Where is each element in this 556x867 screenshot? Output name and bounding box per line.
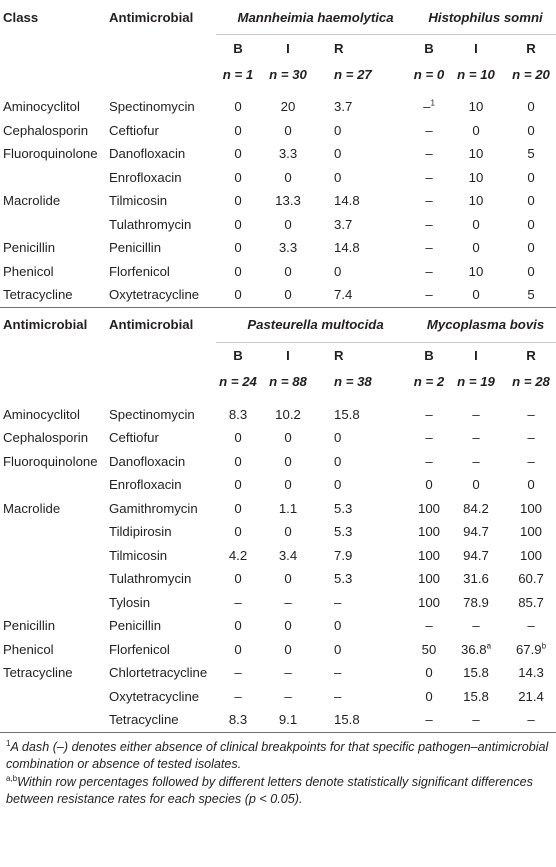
table-row (0, 638, 556, 662)
n-count: n = 24 (219, 374, 257, 389)
table-row (0, 591, 556, 615)
class-cell (0, 544, 106, 568)
class-cell: Phenicol (3, 641, 54, 657)
value-cell: – (472, 618, 480, 634)
value-cell: 0 (527, 169, 535, 185)
table-row (0, 403, 556, 427)
n-count: n = 20 (512, 66, 550, 82)
n-count: n = 1 (222, 66, 254, 82)
value-cell: 100 (418, 547, 441, 563)
value-cell: – (527, 618, 535, 634)
value-cell: 0 (334, 146, 342, 162)
sublabel-b: B (233, 348, 243, 363)
sublabel-i: I (286, 40, 290, 56)
value-cell: – (334, 665, 342, 681)
value-cell: 0 (472, 240, 480, 256)
value-cell: 5.3 (334, 571, 353, 587)
value-cell: 0 (527, 122, 535, 138)
class-cell (0, 166, 106, 190)
table-row (0, 708, 556, 732)
n-count: n = 28 (512, 374, 550, 389)
value-cell: 14.8 (334, 240, 360, 256)
value-cell: 0 (260, 283, 316, 307)
value-cell: 0 (234, 641, 242, 657)
antimicrobial-cell: Tulathromycin (109, 571, 192, 587)
species1-header: Pasteurella multocida (216, 307, 412, 342)
class-cell: Penicillin (3, 240, 56, 256)
sublabel-r: R (526, 348, 536, 363)
value-cell: – (284, 665, 292, 681)
value-cell: 100 (520, 524, 543, 540)
table2-sublabel-row (0, 342, 556, 369)
value-cell: 100 (418, 500, 441, 516)
n-count: n = 30 (269, 66, 307, 82)
value-cell: 9.1 (260, 708, 316, 732)
antimicrobial-cell: Enrofloxacin (109, 169, 182, 185)
antimicrobial-cell: Tilmicosin (109, 193, 168, 209)
value-cell: 0 (234, 169, 242, 185)
value-cell: 0 (334, 641, 342, 657)
sublabel-r: R (334, 348, 344, 363)
value-cell: 0 (334, 169, 342, 185)
value-cell: 0 (284, 477, 292, 493)
class-cell (0, 213, 106, 237)
value-cell: 15.8 (463, 665, 489, 681)
antimicrobial-header: Antimicrobial (109, 317, 194, 333)
value-cell: 0 (284, 430, 292, 446)
class-cell: Penicillin (3, 618, 56, 634)
sublabel-i: I (474, 348, 478, 363)
value-cell: 60.7 (518, 571, 544, 587)
value-cell: 0 (234, 500, 242, 516)
value-cell: 0 (234, 618, 242, 634)
antimicrobial-cell: Spectinomycin (109, 406, 195, 422)
value-cell: 0 (334, 477, 342, 493)
value-cell: 50 (421, 641, 437, 657)
value-cell: 0 (284, 618, 292, 634)
value-cell: 0 (284, 524, 292, 540)
value-cell: – (284, 594, 292, 610)
antimicrobial-header: Antimicrobial (109, 9, 194, 25)
n-count: n = 10 (457, 66, 495, 82)
value-cell: – (472, 430, 480, 446)
value-cell: 0 (234, 571, 242, 587)
table1-n-row (0, 61, 556, 87)
value-cell: 0 (472, 122, 480, 138)
value-cell: 0 (425, 665, 433, 681)
value-cell: 0 (284, 571, 292, 587)
value-cell: 36.8$^a$ (460, 641, 492, 657)
table-row (0, 189, 556, 213)
significance-letter: b (541, 641, 547, 651)
value-cell: – (425, 240, 433, 256)
value-cell: – (527, 430, 535, 446)
value-cell: – (506, 708, 556, 732)
table-row (0, 119, 556, 143)
value-cell: 0 (425, 477, 433, 493)
value-cell: 78.9 (463, 594, 489, 610)
value-cell: 0 (284, 641, 292, 657)
value-cell: 1.1 (278, 500, 298, 516)
value-cell: – (425, 453, 433, 469)
value-cell: – (334, 688, 342, 704)
value-cell: 0 (334, 263, 342, 279)
antimicrobial-cell: Oxytetracycline (109, 688, 200, 704)
class-cell: Macrolide (3, 193, 61, 209)
value-cell: – (425, 406, 433, 422)
value-cell: 0 (234, 524, 242, 540)
table-row (0, 213, 556, 237)
value-cell: 31.6 (463, 571, 489, 587)
value-cell: – (527, 453, 535, 469)
antimicrobial-cell: Florfenicol (109, 263, 170, 279)
table-row (0, 260, 556, 284)
table2-header-row (0, 307, 556, 342)
value-cell: 0 (234, 263, 242, 279)
class-header: Class (3, 9, 39, 25)
antimicrobial-cell: Tylosin (109, 594, 151, 610)
antimicrobial-cell: Tetracycline (106, 708, 216, 732)
footnote-1-mark: 1 (6, 738, 11, 748)
value-cell: 0 (334, 122, 342, 138)
value-cell: 0 (527, 477, 535, 493)
value-cell: 94.7 (463, 524, 489, 540)
value-cell: 0 (334, 618, 342, 634)
value-cell: 15.8 (463, 688, 489, 704)
n-count: n = 27 (334, 66, 372, 82)
sublabel-r: R (526, 40, 536, 56)
value-cell: 0 (527, 263, 535, 279)
table-row (0, 567, 556, 591)
value-cell: 0 (234, 122, 242, 138)
class-cell (0, 685, 106, 709)
value-cell: 0 (234, 99, 242, 115)
n-count: n = 0 (413, 66, 445, 82)
class-cell (0, 591, 106, 615)
table-row (0, 497, 556, 521)
value-cell: 15.8 (316, 708, 412, 732)
value-cell: – (425, 430, 433, 446)
value-cell: 10 (468, 99, 484, 115)
value-cell: 10 (468, 193, 484, 209)
sublabel-i: I (286, 348, 290, 363)
n-count: n = 19 (457, 374, 495, 389)
value-cell: 10.2 (275, 406, 301, 422)
value-cell: – (425, 263, 433, 279)
value-cell: 15.8 (334, 406, 360, 422)
antimicrobial-cell: Danofloxacin (109, 146, 186, 162)
value-cell: 3.4 (278, 547, 298, 563)
sublabel-b: B (424, 348, 434, 363)
value-cell: –$^1$ (423, 98, 435, 115)
sublabel-i: I (474, 40, 478, 56)
n-count: n = 38 (334, 374, 372, 389)
value-cell: 0 (234, 477, 242, 493)
value-cell: – (472, 453, 480, 469)
value-cell: 100 (418, 571, 441, 587)
value-cell: 0 (284, 453, 292, 469)
class-cell: Tetracycline (0, 283, 106, 307)
value-cell: – (234, 594, 242, 610)
value-cell: 100 (520, 547, 543, 563)
class-cell (0, 473, 106, 497)
table1-sublabel-row (0, 35, 556, 62)
antimicrobial-cell: Danofloxacin (109, 453, 186, 469)
value-cell: – (425, 146, 433, 162)
value-cell: 84.2 (463, 500, 489, 516)
value-cell: 0 (216, 283, 260, 307)
antimicrobial-cell: Ceftiofur (109, 430, 159, 446)
class-header: Antimicrobial (3, 317, 88, 333)
value-cell: – (234, 665, 242, 681)
value-cell: 0 (425, 688, 433, 704)
species1-header: Mannheimia haemolytica (216, 0, 412, 35)
value-cell: 8.3 (228, 406, 248, 422)
value-cell: 3.7 (334, 99, 353, 115)
value-cell: 0 (284, 169, 292, 185)
sublabel-r: R (334, 40, 344, 56)
value-cell: 21.4 (518, 688, 544, 704)
antimicrobial-cell: Tilmicosin (109, 547, 168, 563)
table-row (0, 450, 556, 474)
class-cell: Fluoroquinolone (3, 453, 98, 469)
footnote-1 (6, 739, 550, 773)
value-cell: 5.3 (334, 500, 353, 516)
antimicrobial-cell: Penicillin (109, 618, 162, 634)
sublabel-b: B (233, 40, 243, 56)
value-cell: 0 (334, 453, 342, 469)
antimicrobial-cell: Tildipirosin (109, 524, 172, 540)
table2-body (0, 403, 556, 733)
value-cell: 7.9 (334, 547, 353, 563)
antimicrobial-cell: Gamithromycin (109, 500, 198, 516)
value-cell: 14.3 (518, 665, 544, 681)
class-cell: Cephalosporin (3, 122, 89, 138)
species2-header: Histophilus somni (412, 0, 556, 35)
value-cell: 0 (234, 146, 242, 162)
class-cell: Phenicol (3, 263, 54, 279)
table-row (0, 473, 556, 497)
value-cell: 3.7 (334, 216, 353, 232)
antimicrobial-cell: Spectinomycin (109, 99, 195, 115)
value-cell: 5.3 (334, 524, 353, 540)
value-cell: 0 (527, 240, 535, 256)
value-cell: 0 (527, 216, 535, 232)
table1-header-row (0, 0, 556, 35)
value-cell: 3.3 (278, 240, 298, 256)
table-row (0, 283, 556, 307)
value-cell: 20 (280, 99, 296, 115)
table1-body (0, 95, 556, 307)
value-cell: 10 (468, 169, 484, 185)
n-count: n = 88 (269, 374, 307, 389)
value-cell: – (425, 618, 433, 634)
value-cell: 14.8 (334, 193, 360, 209)
value-cell: 8.3 (216, 708, 260, 732)
antimicrobial-cell: Florfenicol (109, 641, 170, 657)
table-row (0, 166, 556, 190)
value-cell: 10 (468, 146, 484, 162)
value-cell: 0 (234, 453, 242, 469)
table-row (0, 520, 556, 544)
table2-n-row (0, 369, 556, 395)
value-cell: 0 (472, 216, 480, 232)
class-cell: Tetracycline (3, 665, 73, 681)
class-cell: Aminocyclitol (3, 406, 80, 422)
antimicrobial-cell: Tulathromycin (109, 216, 192, 232)
value-cell: 0 (234, 430, 242, 446)
value-cell: – (527, 406, 535, 422)
class-cell: Fluoroquinolone (3, 146, 98, 162)
value-cell: 0 (234, 216, 242, 232)
species2-header: Mycoplasma bovis (412, 307, 556, 342)
antimicrobial-cell: Ceftiofur (109, 122, 159, 138)
n-count: n = 2 (413, 374, 445, 389)
class-cell: Aminocyclitol (3, 99, 80, 115)
table-row (0, 544, 556, 568)
value-cell: 13.3 (275, 193, 301, 209)
footnote-2-mark: a,b (6, 773, 18, 783)
value-cell: 100 (418, 524, 441, 540)
value-cell: 5 (506, 283, 556, 307)
class-cell (0, 520, 106, 544)
value-cell: 0 (472, 477, 480, 493)
table-row (0, 685, 556, 709)
value-cell: 0 (284, 216, 292, 232)
footnote-1-text: A dash (–) denotes either absence of clinical breakpoints for that specific pathogen–antimicrobial combination or absence of tested isolates. (6, 739, 549, 771)
value-cell: 67.9$^b$ (515, 641, 547, 657)
class-cell: Macrolide (3, 500, 61, 516)
antimicrobial-cell: Penicillin (109, 240, 162, 256)
table-row (0, 95, 556, 119)
value-cell: – (412, 283, 446, 307)
value-cell: – (425, 169, 433, 185)
value-cell: 0 (284, 263, 292, 279)
class-cell: Cephalosporin (3, 430, 89, 446)
value-cell: 7.4 (316, 283, 412, 307)
sublabel-b: B (424, 40, 434, 56)
value-cell: 94.7 (463, 547, 489, 563)
class-cell (0, 567, 106, 591)
value-cell: 0 (527, 193, 535, 209)
value-cell: – (234, 688, 242, 704)
footnotes (0, 733, 556, 808)
table-row (0, 142, 556, 166)
value-cell: – (284, 688, 292, 704)
value-cell: 0 (234, 240, 242, 256)
value-cell: 3.3 (278, 146, 298, 162)
value-cell: – (446, 708, 506, 732)
value-cell: 0 (334, 430, 342, 446)
table-row (0, 426, 556, 450)
antimicrobial-cell: Chlortetracycline (109, 665, 208, 681)
value-cell: 100 (418, 594, 441, 610)
value-cell: – (425, 216, 433, 232)
value-cell: – (334, 594, 342, 610)
value-cell: 100 (520, 500, 543, 516)
value-cell: – (472, 406, 480, 422)
value-cell: 5 (527, 146, 535, 162)
antimicrobial-cell: Enrofloxacin (109, 477, 182, 493)
table-row (0, 614, 556, 638)
value-cell: – (425, 122, 433, 138)
footnote-2-text: Within row percentages followed by different letters denote statistically significant differences between resistance rates for each species (p < 0.05). (6, 774, 533, 806)
value-cell: 85.7 (518, 594, 544, 610)
table-row (0, 661, 556, 685)
value-cell: 4.2 (228, 547, 248, 563)
footnote-2 (6, 774, 550, 808)
value-cell: 0 (446, 283, 506, 307)
value-cell: – (425, 193, 433, 209)
antimicrobial-cell: Oxytetracycline (106, 283, 216, 307)
class-cell (0, 708, 106, 732)
value-cell: 0 (527, 99, 535, 115)
value-cell: 0 (284, 122, 292, 138)
significance-letter: a (486, 641, 492, 651)
value-cell: – (412, 708, 446, 732)
value-cell: 10 (468, 263, 484, 279)
table-row (0, 236, 556, 260)
value-cell: 0 (234, 193, 242, 209)
footnote-mark: 1 (430, 98, 435, 108)
